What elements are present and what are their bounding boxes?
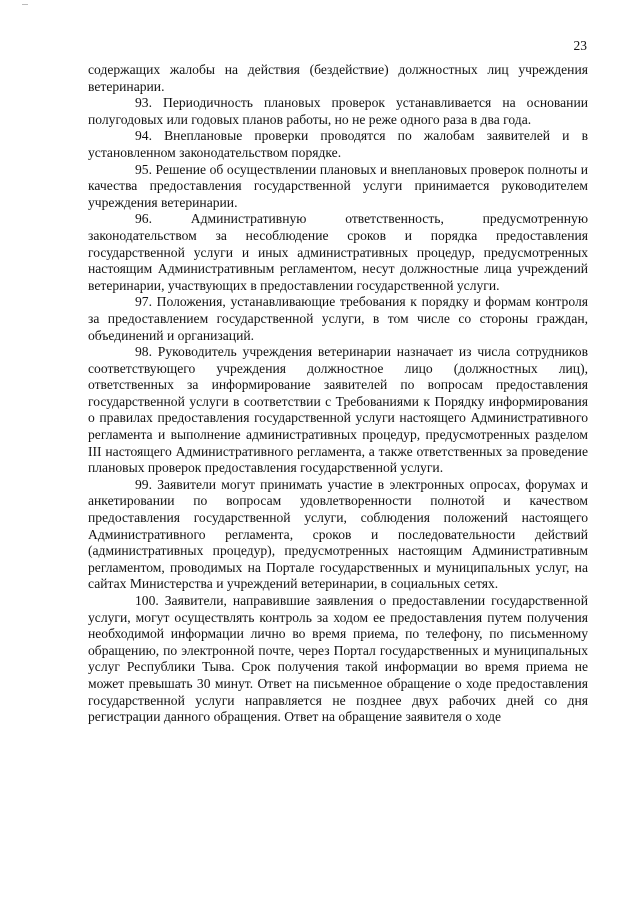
page-number: 23 [573,38,587,53]
scan-mark [22,4,28,5]
paragraph-99: 99. Заявители могут принимать участие в электронных опросах, форумах и анкетировании по вопросам удовлетворенности полнотой и качеством предоставления государственной услуги, соблюдения положений настоящего Административного регламента, сроков и последовательности действий (административных процедур), предусмотренных настоящим Административным регламентом, проводимых на Портале государственных и муниципальных услуг, на сайтах Министерства и учреждений ветеринарии, в социальных сетях. [88,476,588,592]
paragraph-100: 100. Заявители, направившие заявления о предоставлении государственной услуги, могут осуществлять контроль за ходом ее предоставления путем получения необходимой информации лично во время приема, по телефону, по письменному обращению, по электронной почте, через Портал государственных и муниципальных услуг Республики Тыва. Срок получения такой информации во время приема не может превышать 30 минут. Ответ на письменное обращение о ходе предоставления государственной услуги направляется не позднее двух рабочих дней со дня регистрации данного обращения. Ответ на обращение заявителя о ходе [88,593,588,725]
paragraph-98: 98. Руководитель учреждения ветеринарии назначает из числа сотрудников соответствующего учреждения должностное лицо (должностных лиц), ответственных за информирование заявителей по вопросам предоставления государственной услуги в соответствии с Требованиями к Порядку информирования о правилах предоставления государственной услуги настоящего Административного регламента и выполнение административных процедур, предусмотренных разделом III настоящего Административного регламента, а также ответственных за проведение плановых проверок предоставления государственной услуги. [88,344,588,476]
paragraph-93: 93. Периодичность плановых проверок устанавливается на основании полугодовых или годовых планов работы, но не реже одного раза в два года. [88,95,588,127]
paragraph-continuation: содержащих жалобы на действия (бездействие) должностных лиц учреждения ветеринарии. [88,62,588,94]
paragraph-97: 97. Положения, устанавливающие требования к порядку и формам контроля за предоставлением государственной услуги, в том числе со стороны граждан, объединений и организаций. [88,294,588,343]
paragraph-94: 94. Внеплановые проверки проводятся по жалобам заявителей и в установленном законодательством порядке. [88,128,588,160]
document-body [88,62,588,726]
paragraph-95: 95. Решение об осуществлении плановых и внеплановых проверок полноты и качества предоставления государственной услуги принимается руководителем учреждения ветеринарии. [88,161,588,210]
paragraph-96: 96. Административную ответственность, предусмотренную законодательством за несоблюдение сроков и порядка предоставления государственной услуги и иных административных процедур, предусмотренных настоящим Административным регламентом, несут должностные лица учреждений ветеринарии, участвующих в предоставлении государственной услуги. [88,211,588,293]
